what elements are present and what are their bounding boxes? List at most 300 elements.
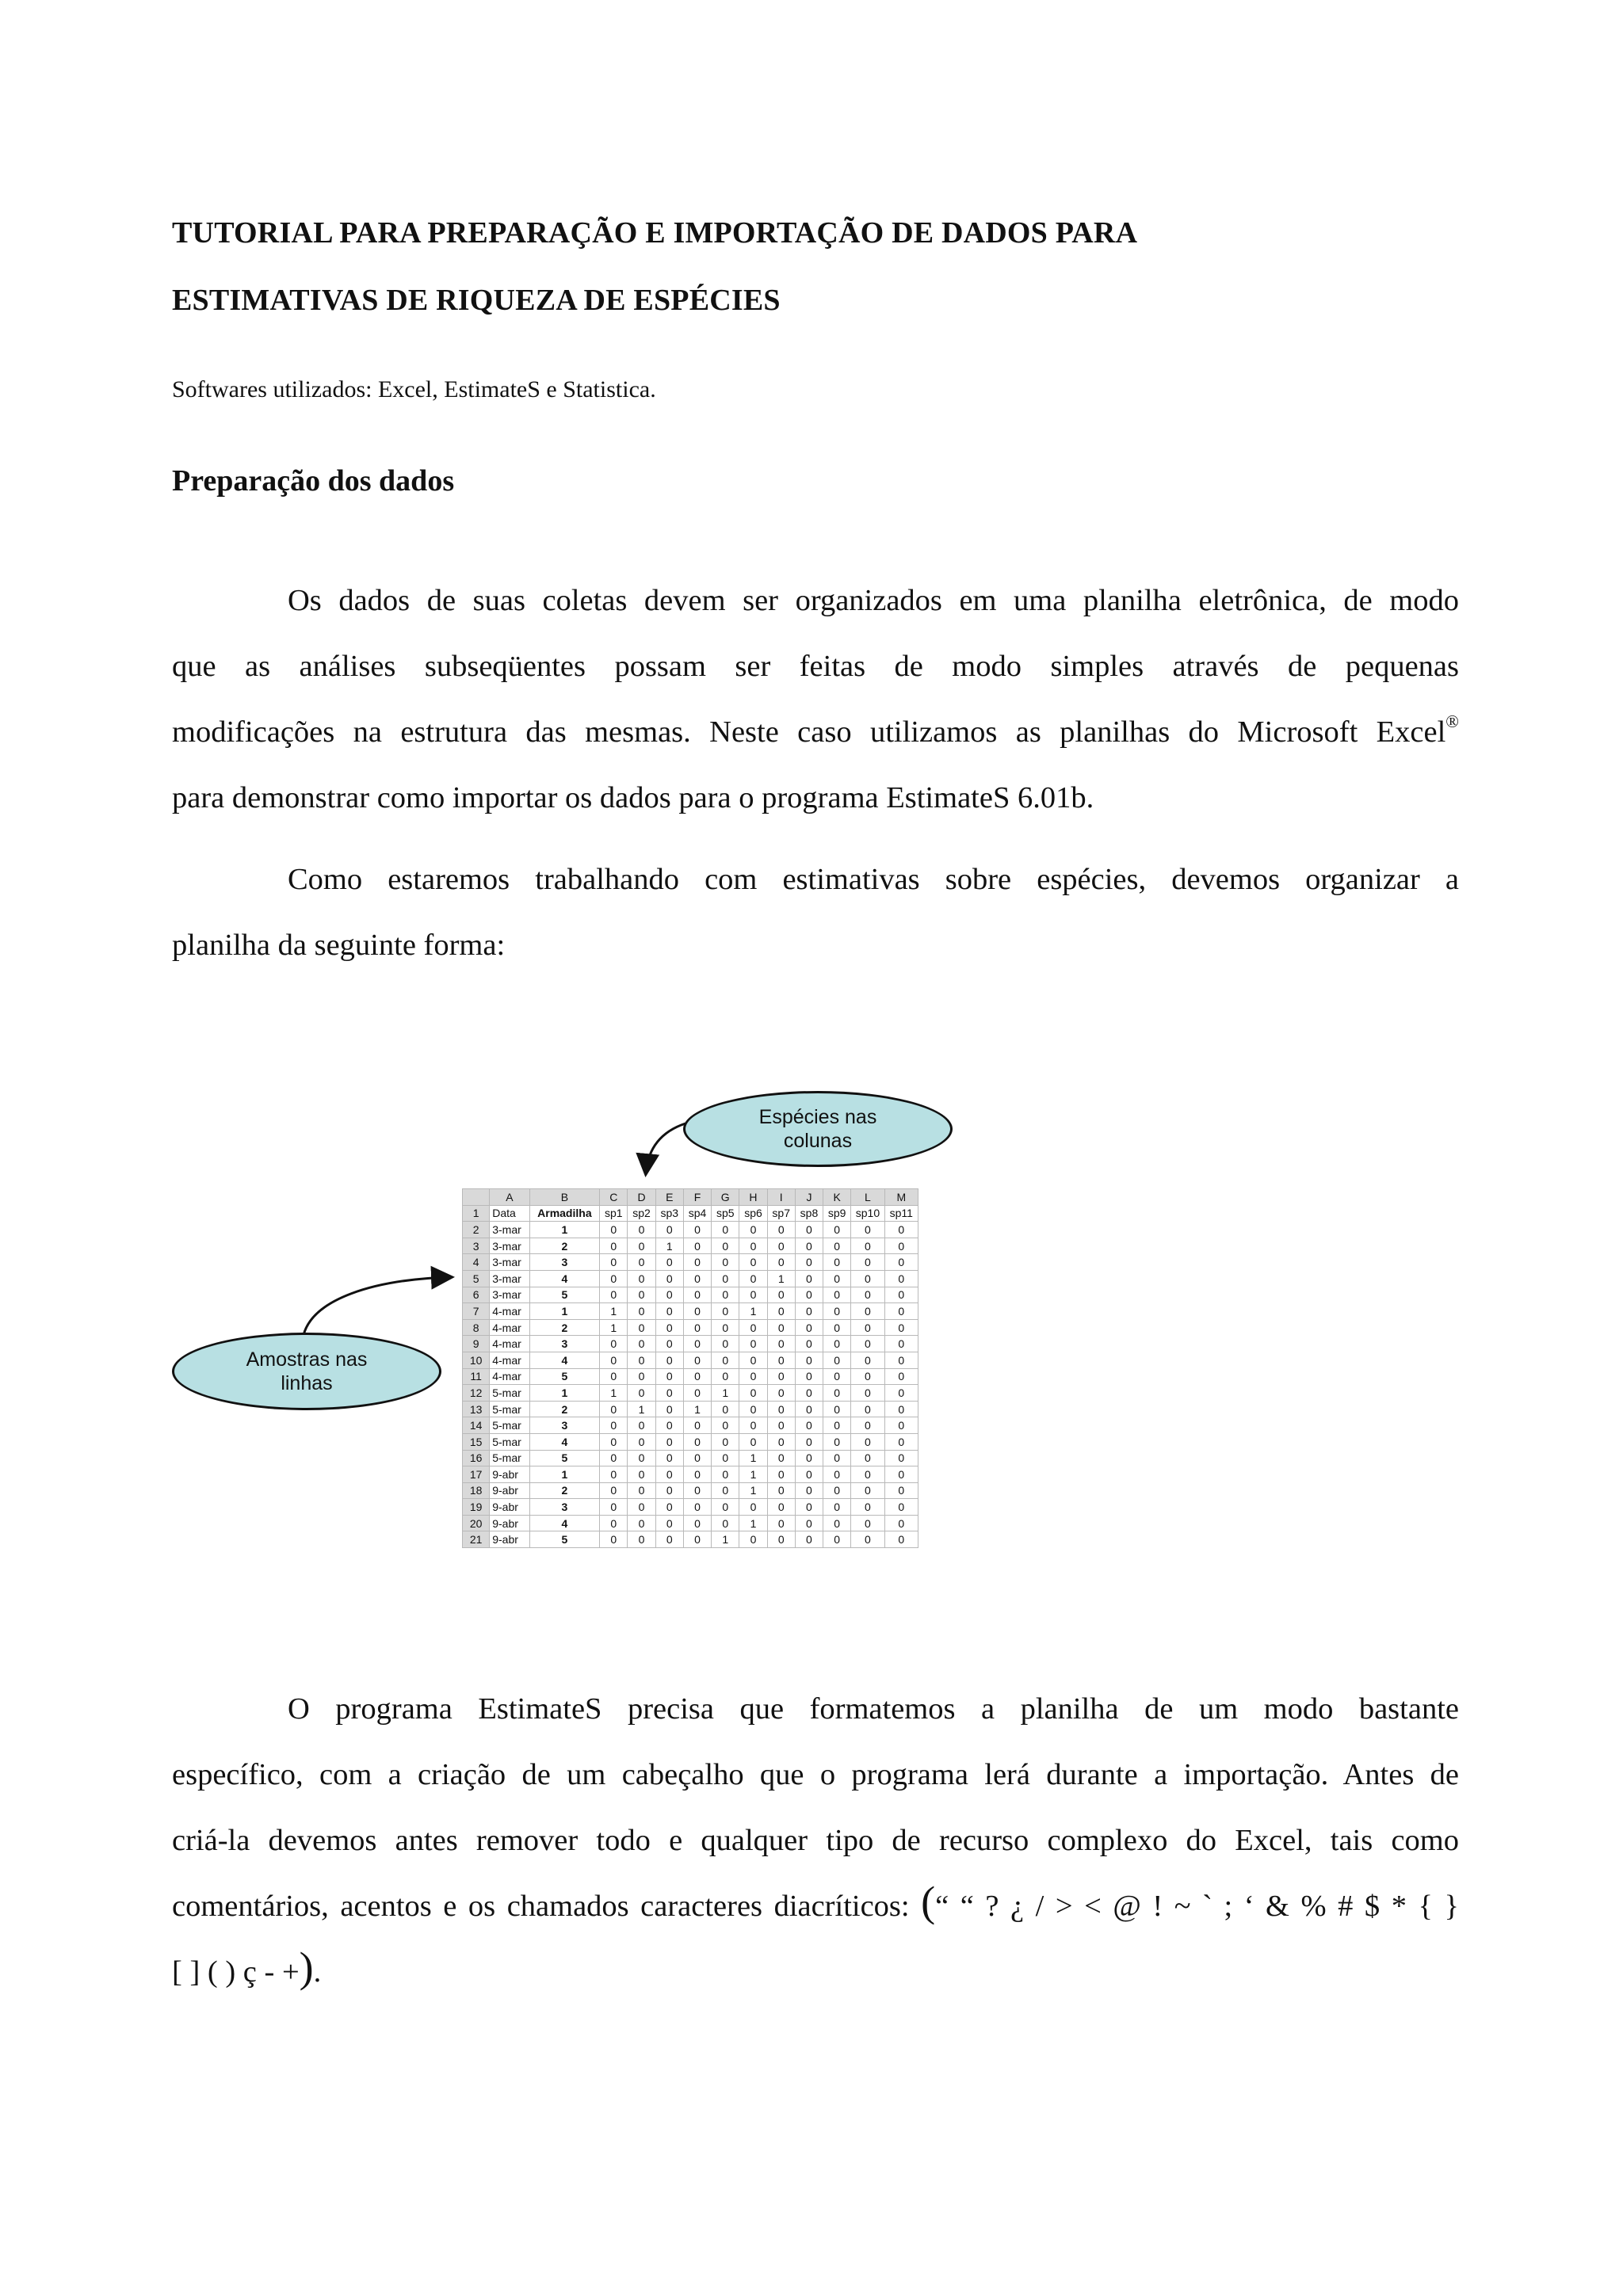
cell: 0 — [628, 1336, 655, 1352]
cell: 0 — [739, 1319, 767, 1336]
row-number-cell: 19 — [463, 1499, 490, 1516]
cell: 0 — [600, 1222, 628, 1238]
cell: sp9 — [823, 1205, 851, 1222]
row-number-cell: 11 — [463, 1368, 490, 1385]
cell: 0 — [884, 1319, 918, 1336]
cell: 1 — [683, 1401, 711, 1417]
cell: 0 — [823, 1319, 851, 1336]
cell: 0 — [628, 1499, 655, 1516]
column-letter-l: L — [851, 1189, 884, 1206]
document-title-line-2: ESTIMATIVAS DE RIQUEZA DE ESPÉCIES — [172, 284, 781, 317]
cell: 0 — [628, 1287, 655, 1303]
spreadsheet — [462, 1188, 918, 1557]
table-row — [463, 1515, 918, 1531]
cell: sp2 — [628, 1205, 655, 1222]
cell: 0 — [884, 1368, 918, 1385]
cell: 0 — [739, 1352, 767, 1368]
cell: 0 — [683, 1433, 711, 1450]
cell: 5-mar — [490, 1450, 529, 1466]
paragraph-1-line-4: para demonstrar como importar os dados para o programa EstimateS 6.01b. — [172, 781, 1094, 814]
cell: 0 — [884, 1352, 918, 1368]
cell: 0 — [767, 1417, 795, 1434]
column-letter-m: M — [884, 1189, 918, 1206]
cell: 0 — [712, 1254, 739, 1271]
cell: 0 — [712, 1482, 739, 1499]
cell: 0 — [767, 1531, 795, 1548]
cell: 0 — [683, 1466, 711, 1483]
cell: 0 — [600, 1270, 628, 1287]
cell: 0 — [655, 1450, 683, 1466]
cell: 0 — [739, 1336, 767, 1352]
cell: 0 — [795, 1499, 823, 1516]
cell: 0 — [739, 1287, 767, 1303]
cell: 0 — [712, 1450, 739, 1466]
cell: 4-mar — [490, 1352, 529, 1368]
cell: 0 — [739, 1222, 767, 1238]
cell: 0 — [628, 1482, 655, 1499]
table-row — [463, 1531, 918, 1548]
cell: 2 — [529, 1401, 600, 1417]
row-number-cell: 2 — [463, 1222, 490, 1238]
cell: 0 — [823, 1238, 851, 1254]
cell: 0 — [628, 1352, 655, 1368]
cell: sp7 — [767, 1205, 795, 1222]
table-row — [463, 1368, 918, 1385]
cell: 0 — [600, 1254, 628, 1271]
row-number-cell: 6 — [463, 1287, 490, 1303]
column-letter-c: C — [600, 1189, 628, 1206]
cell: 0 — [795, 1270, 823, 1287]
cell: 1 — [739, 1482, 767, 1499]
cell: 0 — [712, 1352, 739, 1368]
paragraph-1-line-3-text: modificações na estrutura das mesmas. Neste caso utilizamos as planilhas do Microsoft Excel — [172, 715, 1446, 749]
cell: 0 — [628, 1238, 655, 1254]
cell: 3 — [529, 1499, 600, 1516]
cell: 3-mar — [490, 1270, 529, 1287]
cell: 0 — [823, 1515, 851, 1531]
cell: 0 — [851, 1433, 884, 1450]
cell: 0 — [851, 1515, 884, 1531]
cell: 0 — [795, 1222, 823, 1238]
paragraph-2-line-2: planilha da seguinte forma: — [172, 929, 506, 962]
cell: 4-mar — [490, 1303, 529, 1320]
cell: 5 — [529, 1531, 600, 1548]
cell: 0 — [683, 1385, 711, 1402]
cell: 0 — [683, 1499, 711, 1516]
cell: 0 — [795, 1336, 823, 1352]
cell: 0 — [884, 1417, 918, 1434]
cell: 1 — [767, 1270, 795, 1287]
cell: 0 — [600, 1433, 628, 1450]
cell: 0 — [851, 1450, 884, 1466]
cell: 0 — [712, 1270, 739, 1287]
cell: 0 — [739, 1531, 767, 1548]
cell: 5 — [529, 1368, 600, 1385]
cell: 5-mar — [490, 1401, 529, 1417]
cell: 5-mar — [490, 1385, 529, 1402]
cell: 0 — [884, 1482, 918, 1499]
cell: 0 — [655, 1270, 683, 1287]
cell: 0 — [884, 1270, 918, 1287]
cell: 0 — [600, 1515, 628, 1531]
cell: 0 — [795, 1238, 823, 1254]
row-number-cell: 14 — [463, 1417, 490, 1434]
cell: 0 — [767, 1368, 795, 1385]
cell: 0 — [600, 1352, 628, 1368]
cell: 0 — [884, 1254, 918, 1271]
paragraph-3-line-2: específico, com a criação de um cabeçalho que o programa lerá durante a importação. Antes de — [172, 1758, 1459, 1791]
cell: 0 — [767, 1319, 795, 1336]
cell: 0 — [795, 1368, 823, 1385]
table-row — [463, 1254, 918, 1271]
cell: sp1 — [600, 1205, 628, 1222]
column-letter-d: D — [628, 1189, 655, 1206]
cell: 0 — [767, 1515, 795, 1531]
cell: 0 — [823, 1222, 851, 1238]
cell: 0 — [767, 1287, 795, 1303]
cell: 3-mar — [490, 1238, 529, 1254]
table-row — [463, 1222, 918, 1238]
cell: 0 — [823, 1303, 851, 1320]
table-row — [463, 1336, 918, 1352]
cell: 0 — [884, 1433, 918, 1450]
cell: 0 — [655, 1222, 683, 1238]
cell: 0 — [767, 1336, 795, 1352]
row-number-cell: 16 — [463, 1450, 490, 1466]
cell: 0 — [655, 1254, 683, 1271]
cell: 5-mar — [490, 1433, 529, 1450]
row-number-cell: 5 — [463, 1270, 490, 1287]
cell: 0 — [739, 1401, 767, 1417]
cell: 0 — [739, 1499, 767, 1516]
cell: 0 — [600, 1417, 628, 1434]
cell: 0 — [823, 1499, 851, 1516]
cell: 0 — [851, 1287, 884, 1303]
cell: 0 — [628, 1368, 655, 1385]
cell: 0 — [655, 1499, 683, 1516]
cell: 1 — [739, 1515, 767, 1531]
cell: 4 — [529, 1515, 600, 1531]
open-paren: ( — [921, 1878, 936, 1925]
column-letter-j: J — [795, 1189, 823, 1206]
cell: 0 — [655, 1336, 683, 1352]
cell: 0 — [823, 1352, 851, 1368]
table-row — [463, 1482, 918, 1499]
table-row — [463, 1466, 918, 1483]
cell: 0 — [628, 1270, 655, 1287]
cell: 0 — [767, 1433, 795, 1450]
cell: 0 — [600, 1368, 628, 1385]
paragraph-3-line-3: criá-la devemos antes remover todo e qualquer tipo de recurso complexo do Excel, tais como — [172, 1824, 1459, 1857]
cell: 1 — [739, 1303, 767, 1320]
cell: 0 — [600, 1531, 628, 1548]
row-number-cell: 4 — [463, 1254, 490, 1271]
cell: 0 — [655, 1303, 683, 1320]
cell: 0 — [851, 1466, 884, 1483]
cell: 0 — [884, 1385, 918, 1402]
cell: 0 — [795, 1482, 823, 1499]
cell: 0 — [851, 1270, 884, 1287]
cell: 0 — [628, 1466, 655, 1483]
cell: 0 — [655, 1352, 683, 1368]
section-heading: Preparação dos dados — [172, 464, 455, 498]
cell: 4 — [529, 1352, 600, 1368]
cell: 4 — [529, 1433, 600, 1450]
cell: 0 — [628, 1319, 655, 1336]
registered-mark: ® — [1445, 711, 1459, 731]
cell: 0 — [683, 1254, 711, 1271]
cell: 0 — [628, 1254, 655, 1271]
paragraph-1-line-2: que as análises subseqüentes possam ser feitas de modo simples através de pequenas — [172, 650, 1459, 683]
column-letter-i: I — [767, 1189, 795, 1206]
table-row — [463, 1385, 918, 1402]
cell: 0 — [683, 1417, 711, 1434]
cell: 0 — [712, 1287, 739, 1303]
cell: 0 — [712, 1466, 739, 1483]
cell: 2 — [529, 1238, 600, 1254]
cell: 0 — [851, 1254, 884, 1271]
cell: 0 — [851, 1417, 884, 1434]
close-paren: ) — [299, 1943, 314, 1991]
cell: 4-mar — [490, 1319, 529, 1336]
cell: 0 — [628, 1450, 655, 1466]
cell: 0 — [823, 1433, 851, 1450]
cell: 0 — [739, 1433, 767, 1450]
final-period: . — [313, 1955, 322, 1989]
cell: 1 — [739, 1466, 767, 1483]
cell: sp11 — [884, 1205, 918, 1222]
cell: 0 — [795, 1515, 823, 1531]
column-letter-e: E — [655, 1189, 683, 1206]
cell: 0 — [851, 1385, 884, 1402]
cell: 4-mar — [490, 1368, 529, 1385]
cell: 0 — [795, 1254, 823, 1271]
diacritic-chars-1: “ “ ? ¿ / > < @ ! ~ ` ; ‘ & % # $ * { } — [935, 1890, 1460, 1923]
cell: 0 — [795, 1352, 823, 1368]
cell: 0 — [683, 1238, 711, 1254]
cell: 0 — [655, 1287, 683, 1303]
cell: 0 — [884, 1450, 918, 1466]
cell: 0 — [683, 1287, 711, 1303]
cell: 0 — [795, 1303, 823, 1320]
table-row — [463, 1499, 918, 1516]
paragraph-3-line-5 — [172, 1943, 322, 1992]
cell: 3 — [529, 1417, 600, 1434]
cell: 0 — [767, 1466, 795, 1483]
cell: 0 — [823, 1270, 851, 1287]
cell: 1 — [655, 1238, 683, 1254]
table-row — [463, 1287, 918, 1303]
table-row — [463, 1270, 918, 1287]
cell: sp6 — [739, 1205, 767, 1222]
cell: 0 — [655, 1482, 683, 1499]
cell: 9-abr — [490, 1515, 529, 1531]
cell: 5 — [529, 1287, 600, 1303]
cell: 0 — [683, 1222, 711, 1238]
cell: 0 — [851, 1222, 884, 1238]
row-number-cell: 10 — [463, 1352, 490, 1368]
table-row — [463, 1401, 918, 1417]
cell: 0 — [767, 1352, 795, 1368]
bubble-samples-label: Amostras nas linhas — [246, 1348, 368, 1394]
row-number-cell: 12 — [463, 1385, 490, 1402]
cell: 1 — [529, 1222, 600, 1238]
cell: 9-abr — [490, 1466, 529, 1483]
cell: 0 — [683, 1270, 711, 1287]
cell: 0 — [712, 1417, 739, 1434]
cell: 0 — [683, 1303, 711, 1320]
cell: 0 — [712, 1238, 739, 1254]
cell: 0 — [628, 1303, 655, 1320]
corner-cell — [463, 1189, 490, 1206]
cell: sp8 — [795, 1205, 823, 1222]
cell: 0 — [739, 1254, 767, 1271]
row-number-cell: 21 — [463, 1531, 490, 1548]
cell: 1 — [600, 1385, 628, 1402]
cell: 0 — [655, 1531, 683, 1548]
cell: 0 — [600, 1401, 628, 1417]
row-number-cell: 15 — [463, 1433, 490, 1450]
cell: 0 — [628, 1385, 655, 1402]
cell: 0 — [655, 1433, 683, 1450]
cell: 0 — [823, 1287, 851, 1303]
cell: 1 — [600, 1319, 628, 1336]
cell: 0 — [712, 1303, 739, 1320]
cell: 0 — [884, 1336, 918, 1352]
diacritic-chars-2: [ ] ( ) ç - + — [172, 1955, 300, 1989]
table-row — [463, 1238, 918, 1254]
row-number-cell: 7 — [463, 1303, 490, 1320]
cell: 0 — [683, 1352, 711, 1368]
spreadsheet-table — [462, 1188, 918, 1548]
header-row — [463, 1205, 918, 1222]
table-row — [463, 1319, 918, 1336]
cell: 5 — [529, 1450, 600, 1466]
cell: 0 — [712, 1433, 739, 1450]
row-number-cell: 17 — [463, 1466, 490, 1483]
cell: 0 — [767, 1238, 795, 1254]
cell: 0 — [884, 1531, 918, 1548]
cell: 3 — [529, 1336, 600, 1352]
cell: 0 — [851, 1499, 884, 1516]
cell: 0 — [655, 1385, 683, 1402]
cell: 0 — [795, 1401, 823, 1417]
cell: 0 — [884, 1401, 918, 1417]
cell: 1 — [529, 1466, 600, 1483]
bubble-species-in-columns — [683, 1091, 953, 1167]
row-number-cell: 1 — [463, 1205, 490, 1222]
cell: 0 — [851, 1401, 884, 1417]
row-number-cell: 9 — [463, 1336, 490, 1352]
cell: sp3 — [655, 1205, 683, 1222]
cell: 0 — [884, 1466, 918, 1483]
cell: 1 — [529, 1385, 600, 1402]
cell: 0 — [739, 1270, 767, 1287]
cell: 0 — [795, 1385, 823, 1402]
cell: 0 — [683, 1450, 711, 1466]
cell: 0 — [600, 1238, 628, 1254]
cell: 0 — [823, 1254, 851, 1271]
cell: 0 — [712, 1401, 739, 1417]
cell: 0 — [795, 1531, 823, 1548]
cell: 0 — [600, 1450, 628, 1466]
cell: 0 — [795, 1450, 823, 1466]
cell: 0 — [655, 1319, 683, 1336]
cell: 0 — [683, 1531, 711, 1548]
cell: 0 — [655, 1401, 683, 1417]
cell: 0 — [823, 1336, 851, 1352]
table-row — [463, 1417, 918, 1434]
cell: 0 — [712, 1336, 739, 1352]
cell: 0 — [683, 1482, 711, 1499]
cell: 1 — [739, 1450, 767, 1466]
cell: 0 — [739, 1368, 767, 1385]
cell: 0 — [767, 1482, 795, 1499]
cell: 9-abr — [490, 1531, 529, 1548]
column-letter-a: A — [490, 1189, 529, 1206]
cell: 0 — [655, 1417, 683, 1434]
column-letter-h: H — [739, 1189, 767, 1206]
paragraph-1-line-1: Os dados de suas coletas devem ser organizados em uma planilha eletrônica, de modo — [288, 584, 1459, 617]
cell: 0 — [823, 1466, 851, 1483]
cell: 0 — [628, 1515, 655, 1531]
column-letter-k: K — [823, 1189, 851, 1206]
cell: 0 — [823, 1417, 851, 1434]
row-number-cell: 13 — [463, 1401, 490, 1417]
cell: 0 — [655, 1368, 683, 1385]
cell: 0 — [600, 1466, 628, 1483]
cell: 0 — [851, 1352, 884, 1368]
cell: 2 — [529, 1319, 600, 1336]
cell: 9-abr — [490, 1499, 529, 1516]
cell: 0 — [851, 1303, 884, 1320]
cell: 1 — [529, 1303, 600, 1320]
cell: 0 — [600, 1499, 628, 1516]
cell: 3-mar — [490, 1287, 529, 1303]
cell: 0 — [683, 1368, 711, 1385]
software-line: Softwares utilizados: Excel, EstimateS e Statistica. — [172, 376, 656, 402]
cell: 0 — [795, 1287, 823, 1303]
cell: Armadilha — [529, 1205, 600, 1222]
cell: 1 — [600, 1303, 628, 1320]
cell: 0 — [739, 1417, 767, 1434]
cell: 0 — [823, 1385, 851, 1402]
cell: 0 — [823, 1531, 851, 1548]
cell: 0 — [600, 1336, 628, 1352]
cell: 0 — [683, 1515, 711, 1531]
cell: 3-mar — [490, 1222, 529, 1238]
cell: 0 — [600, 1287, 628, 1303]
cell: 0 — [739, 1385, 767, 1402]
cell: 1 — [712, 1531, 739, 1548]
cell: 0 — [851, 1531, 884, 1548]
cell: 0 — [767, 1401, 795, 1417]
cell: 0 — [851, 1482, 884, 1499]
document-title-line-1: TUTORIAL PARA PREPARAÇÃO E IMPORTAÇÃO DE DADOS PARA — [172, 216, 1138, 250]
column-letter-b: B — [529, 1189, 600, 1206]
cell: 0 — [655, 1466, 683, 1483]
cell: 0 — [823, 1482, 851, 1499]
cell: 0 — [655, 1515, 683, 1531]
cell: 0 — [795, 1417, 823, 1434]
cell: 0 — [712, 1368, 739, 1385]
cell: 0 — [767, 1450, 795, 1466]
column-letter-f: F — [683, 1189, 711, 1206]
arrow-to-columns — [646, 1123, 685, 1173]
cell: 1 — [628, 1401, 655, 1417]
row-number-cell: 20 — [463, 1515, 490, 1531]
cell: 0 — [767, 1303, 795, 1320]
